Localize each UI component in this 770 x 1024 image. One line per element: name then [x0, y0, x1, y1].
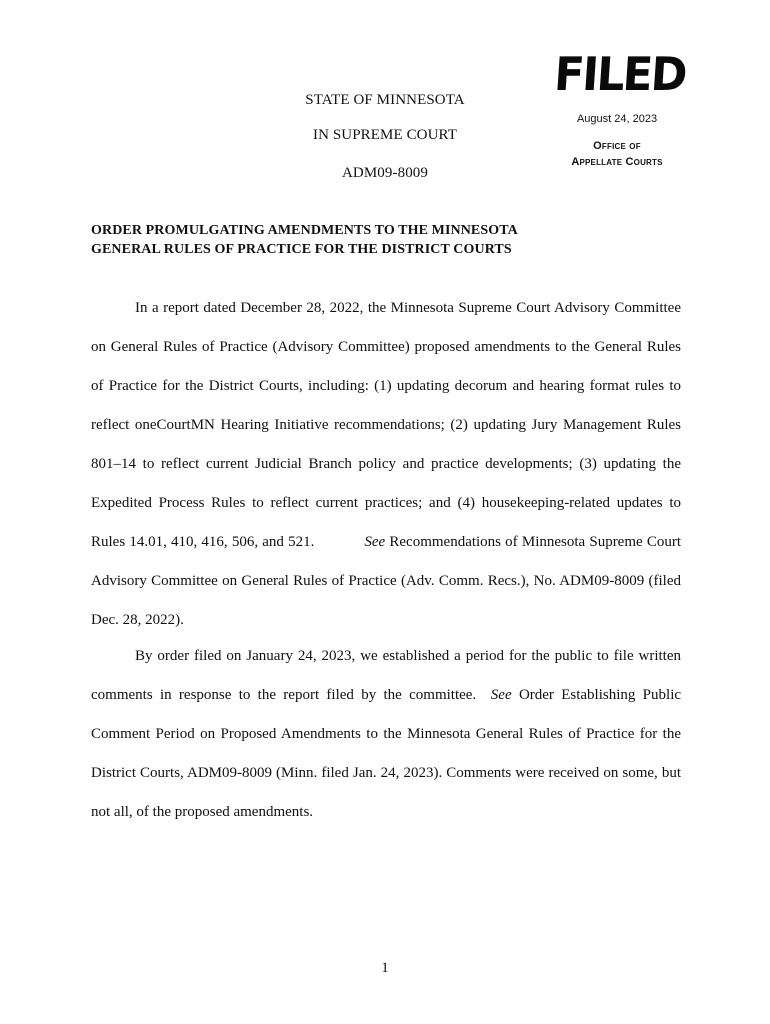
order-title [91, 221, 691, 259]
filed-stamp-office [550, 138, 684, 170]
filed-stamp [550, 47, 688, 180]
paragraph-2-citation: Order Establishing Public Comment Period on Proposed Amendments to the Minnesota General Rules of Practice for the District Courts, ADM09-8009 (Minn. filed Jan. 24, 2023). Comments were received on some, but not all, of the proposed amendments. [91, 687, 682, 820]
paragraph-1-signal: See [364, 534, 386, 550]
paragraph-1-citation: Recommendations of Minnesota Supreme Court Advisory Committee on General Rules of Practice (Adv. Comm. Recs.), No. ADM09-8009 (filed Dec. 28, 2022). [91, 534, 682, 628]
paragraph-2-text: By order filed on January 24, 2023, we established a period for the public to file written comments in response to the report filed by the committee. [91, 648, 681, 703]
caption-state: STATE OF MINNESOTA [305, 92, 465, 108]
filed-stamp-date: August 24, 2023 [576, 113, 658, 125]
paragraph-1-text: In a report dated December 28, 2022, the Minnesota Supreme Court Advisory Committee on General Rules of Practice (Advisory Committee) proposed amendments to the General Rules of Practice for the District Courts, including: (1) updating decorum and hearing format rules to reflect oneCourtMN Hearing Initiative recommendations; (2) updating Jury Management Rules 801–14 to reflect current Judicial Branch policy and practice developments; (3) updating the Expedited Process Rules to reflect current practices; and (4) housekeeping-related updates to Rules 14.01, 410, 416, 506, and 521. [91, 300, 681, 550]
filed-stamp-word: FILED [552, 47, 688, 102]
order-title-line2: GENERAL RULES OF PRACTICE FOR THE DISTRICT COURTS [91, 242, 512, 257]
body-paragraph-2 [91, 637, 681, 832]
filed-stamp-office-line2: Appellate Courts [571, 156, 663, 168]
caption-docket: ADM09-8009 [342, 165, 428, 181]
order-title-line1: ORDER PROMULGATING AMENDMENTS TO THE MINNESOTA [91, 223, 518, 238]
page-number: 1 [381, 960, 389, 976]
body-paragraph-1 [91, 289, 681, 640]
caption-court: IN SUPREME COURT [312, 127, 458, 143]
filed-stamp-office-line1: Office of [593, 140, 641, 152]
paragraph-2-signal: See [490, 687, 512, 703]
